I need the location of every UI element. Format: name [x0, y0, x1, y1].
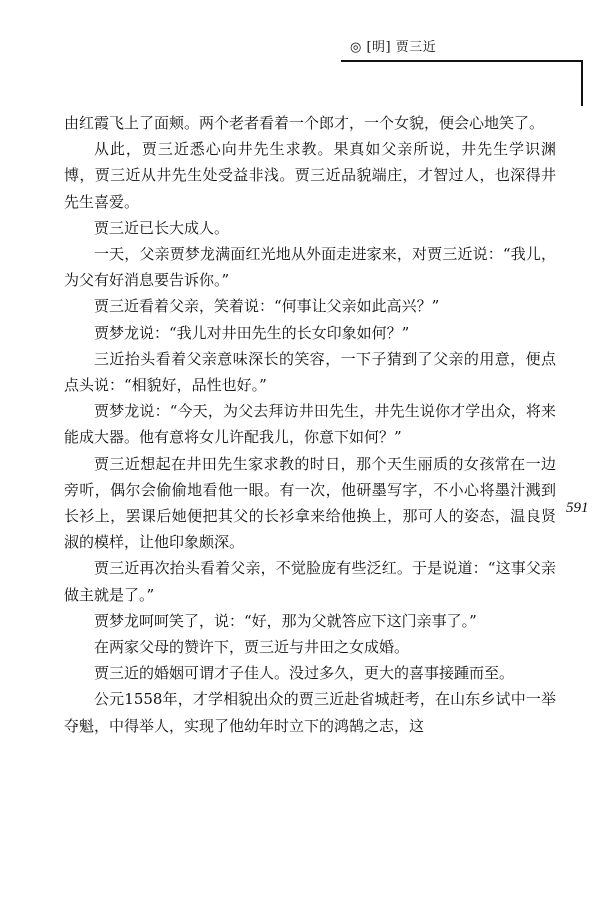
paragraph: 贾梦龙说：“今天，为父去拜访井田先生，井先生说你才学出众，将来能成大器。他有意将女儿许配我儿，你意下如何？”: [64, 402, 556, 447]
paragraph: 在两家父母的赞许下，贾三近与井田之女成婚。: [94, 638, 410, 657]
body-text: [64, 110, 556, 739]
paragraph: 贾三近想起在井田先生家求教的时日，那个天生丽质的女孩常在一边旁听，偶尔会偷偷地看他一眼。有一次，他研墨写字，不小心将墨汁溅到长衫上，罢课后她便把其父的长衫拿来给他换上，那可人的姿态，温良贤淑的模样，让他印象颇深。: [64, 454, 556, 552]
running-header: [350, 38, 590, 58]
running-header-title: ◎ [明] 贾三近: [350, 40, 437, 55]
paragraph: 贾三近再次抬头看着父亲，不觉脸庞有些泛红。于是说道：“这事父亲做主就是了。”: [64, 559, 556, 604]
paragraph: 一天，父亲贾梦龙满面红光地从外面走进家来，对贾三近说：“我儿，为父有好消息要告诉你。”: [64, 245, 556, 290]
paragraph: 从此，贾三近悉心向井先生求教。果真如父亲所说，井先生学识渊博，贾三近从井先生处受益非浅。贾三近品貌端庄，才智过人，也深得井先生喜爱。: [64, 140, 556, 211]
header-rule: [341, 60, 582, 62]
edge-rule: [581, 60, 583, 106]
paragraph: 贾三近看着父亲，笑着说：“何事让父亲如此高兴？”: [94, 297, 440, 316]
paragraph: 三近抬头看着父亲意味深长的笑容，一下子猜到了父亲的用意，便点点头说：“相貌好，品性也好。”: [64, 349, 556, 395]
paragraph: 贾梦龙说：“我儿对井田先生的长女印象如何？”: [94, 323, 410, 342]
paragraph: 贾三近的婚姻可谓才子佳人。没过多久，更大的喜事接踵而至。: [94, 664, 515, 683]
paragraph: 贾三近已长大成人。: [94, 218, 230, 237]
paragraph: 由红霞飞上了面颊。两个老者看着一个郎才，一个女貌，便会心地笑了。: [64, 114, 545, 132]
paragraph: 公元1558年，才学相貌出众的贾三近赴省城赶考，在山东乡试中一举夺魁，中得举人，实现了他幼年时立下的鸿鹄之志，这: [64, 690, 556, 735]
paragraph: 贾梦龙呵呵笑了，说：“好，那为父就答应下这门亲事了。”: [94, 611, 477, 630]
page-number: 591: [566, 500, 589, 516]
